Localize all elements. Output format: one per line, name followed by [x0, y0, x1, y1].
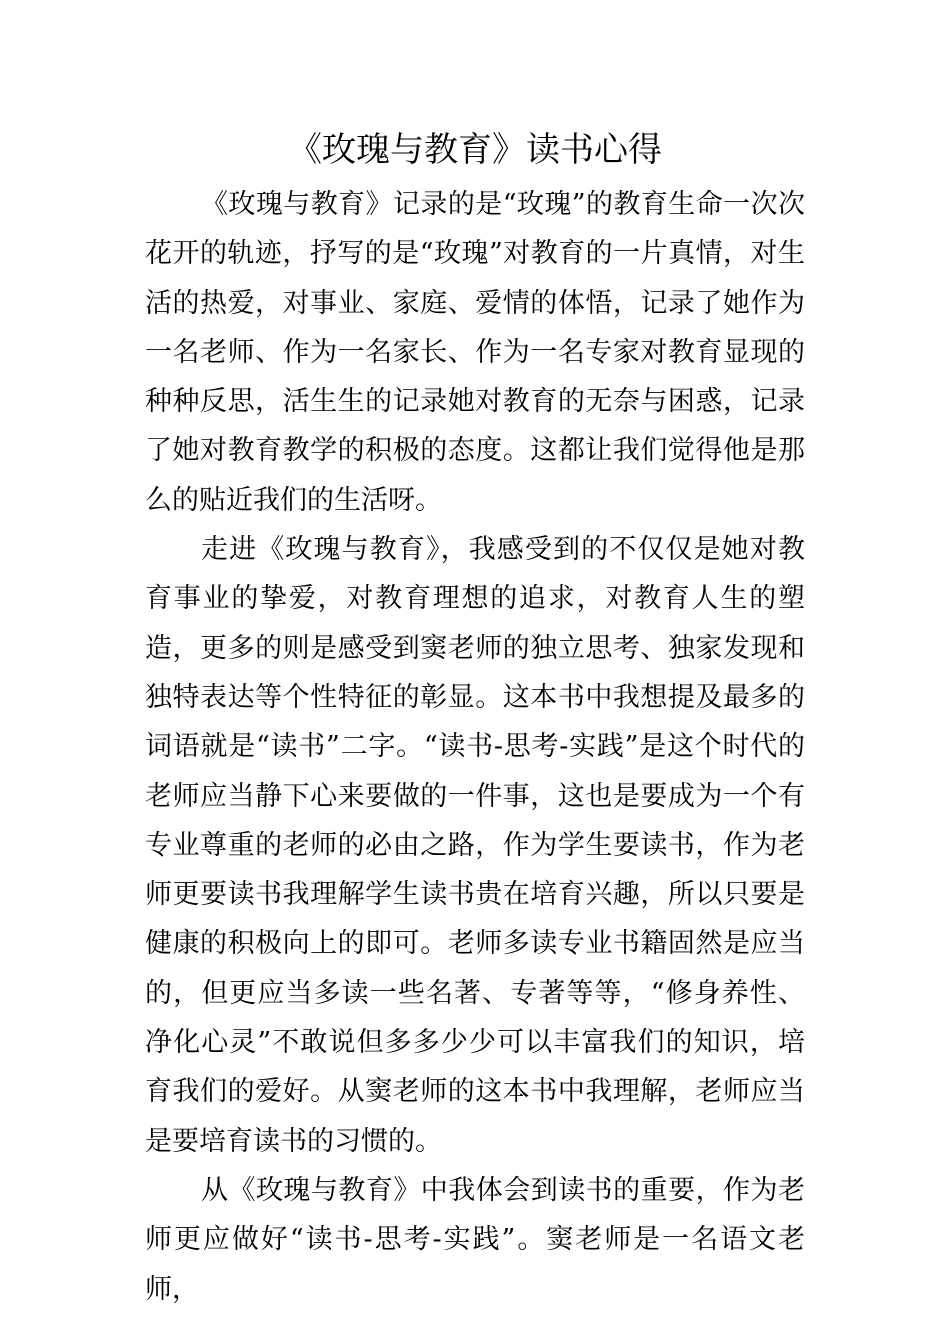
- document-title: 《玫瑰与教育》读书心得: [288, 130, 662, 170]
- paragraph-2: 走进《玫瑰与教育》，我感受到的不仅仅是她对教育事业的挚爱，对教育理想的追求，对教育人生的塑造，更多的则是感受到窦老师的独立思考、独家发现和独特表达等个性特征的彰显。这本书中我想提及最多的词语就是“读书”二字。“读书-思考-实践”是这个时代的老师应当静下心来要做的一件事，这也是要成为一个有专业尊重的老师的必由之路，作为学生要读书，作为老师更要读书我理解学生读书贵在培育兴趣，所以只要是健康的积极向上的即可。老师多读专业书籍固然是应当的，但更应当多读一些名著、专著等等，“修身养性、净化心灵”不敢说但多多少少可以丰富我们的知识，培育我们的爱好。从窦老师的这本书中我理解，老师应当是要培育读书的习惯的。: [145, 534, 805, 1157]
- document-body: [145, 180, 805, 1314]
- paragraph-1: 《玫瑰与教育》记录的是“玫瑰”的教育生命一次次花开的轨迹，抒写的是“玫瑰”对教育的一片真情，对生活的热爱，对事业、家庭、爱情的体悟，记录了她作为一名老师、作为一名家长、作为一名专家对教育显现的种种反思，活生生的记录她对教育的无奈与困惑，记录了她对教育教学的积极的态度。这都让我们觉得他是那么的贴近我们的生活呀。: [145, 189, 805, 516]
- paragraph-3: 从《玫瑰与教育》中我体会到读书的重要，作为老师更应做好“读书-思考-实践”。窦老师是一名语文老师，: [145, 1174, 805, 1305]
